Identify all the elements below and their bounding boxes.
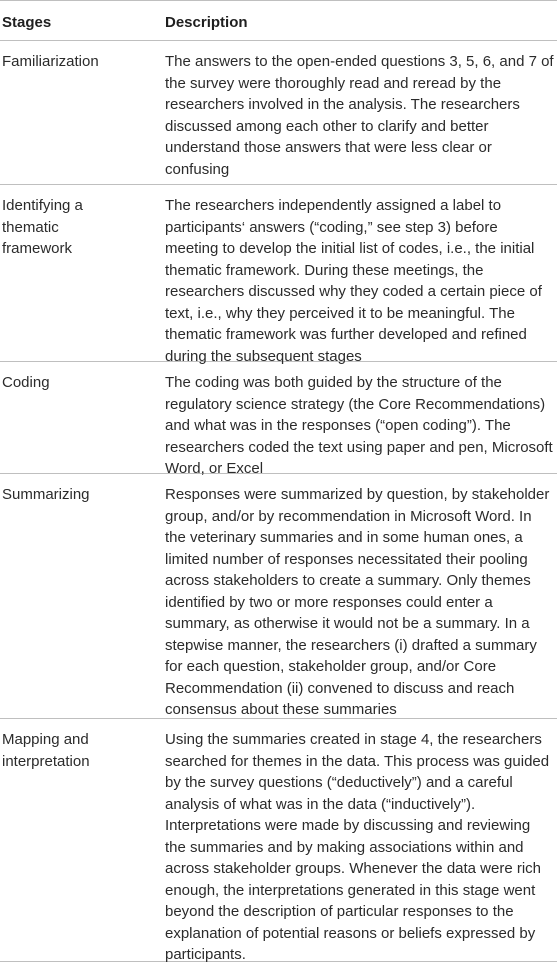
stage-cell: Coding [2, 374, 50, 391]
stage-cell: Familiarization [2, 53, 99, 70]
table-row [0, 362, 557, 477]
stage-cell: Mapping and interpretation [2, 731, 90, 770]
header-stages: Stages [2, 14, 52, 31]
stage-cell: Summarizing [2, 486, 90, 503]
stage-cell: Identifying a thematic framework [2, 197, 83, 257]
description-cell: The researchers independently assigned a label to participants‘ answers (“coding,” see step 3) before meeting to develop the initial list of codes, i.e., the initial thematic framework. During these meetings, the researchers discussed why they coded a certain piece of text, i.e., why they perceived it to be meaningful. The thematic framework was further developed and refined during the subsequent stages [165, 197, 542, 365]
description-cell: The coding was both guided by the structure of the regulatory science strategy (the Core Recommendations) and what was in the responses (“open coding”). The researchers coded the text using paper and pen, Microsoft Word, or Excel [165, 374, 553, 477]
table-row [0, 719, 557, 962]
table-row [0, 41, 557, 185]
table-row [0, 185, 557, 365]
description-cell: Responses were summarized by question, by stakeholder group, and/or by recommendation in Microsoft Word. In the veterinary summaries and in some human ones, a limited number of responses necessitated their pooling across stakeholders to create a summary. Only themes identified by two or more responses could enter a summary, as otherwise it would not be a summary. In a stepwise manner, the researchers (i) drafted a summary for each question, stakeholder group, and/or Core Recommendation (ii) convened to discuss and reach consensus about these summaries [165, 486, 550, 718]
header-description: Description [165, 14, 248, 31]
description-cell: Using the summaries created in stage 4, the researchers searched for themes in the data. This process was guided by the survey questions (“deductively”) and a careful analysis of what was in the data (“inductively”). Interpretations were made by discussing and reviewing the summaries and by making associations within and across stakeholder groups. Whenever the data were rich enough, the interpretations generated in this stage went beyond the description of particular responses to the explanation of potential reasons or beliefs expressed by participants. [165, 731, 550, 963]
description-cell: The answers to the open-ended questions 3, 5, 6, and 7 of the survey were thoroughly read and reread by the researchers involved in the analysis. The researchers discussed among each other to clarify and better understand those answers that were less clear or confusing [165, 53, 554, 178]
table-row [0, 474, 557, 719]
table-header-row [0, 1, 557, 41]
